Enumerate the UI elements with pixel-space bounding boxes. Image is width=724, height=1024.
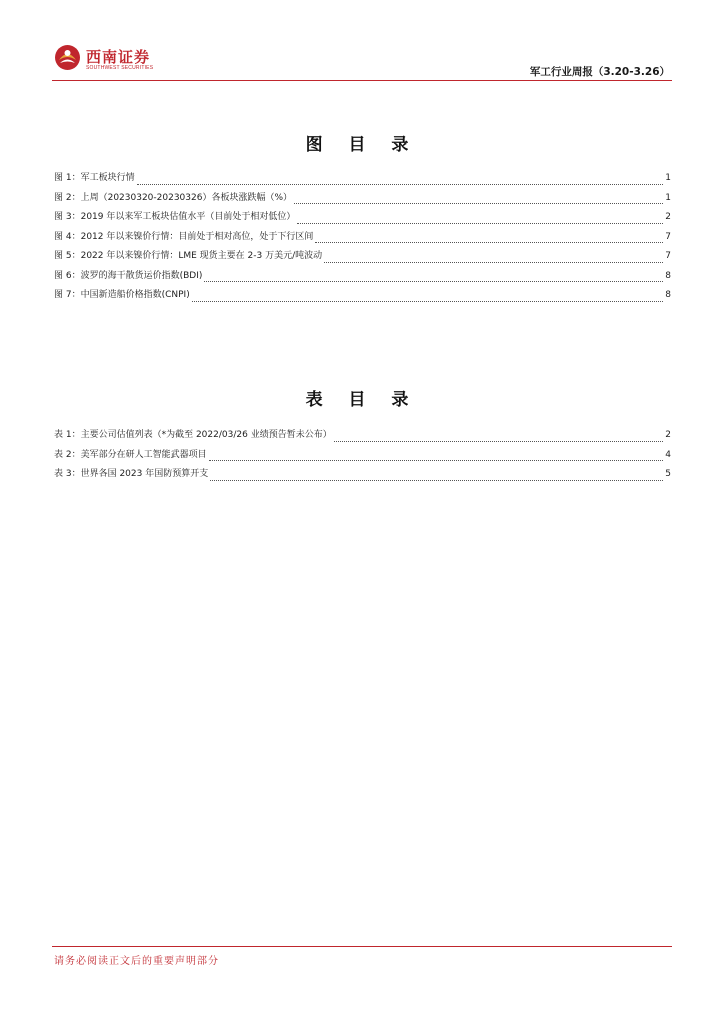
toc-entry-label: 图 6： <box>54 270 81 281</box>
toc-leader-dots <box>294 203 663 204</box>
report-title: 军工行业周报（3.20-3.26） <box>529 66 670 78</box>
toc-entry[interactable] <box>54 248 671 268</box>
toc-entry-label: 图 1： <box>54 173 81 183</box>
toc-entry-text: 2022 年以来镍价行情：LME 现货主要在 2-3 万美元/吨波动 <box>80 251 323 261</box>
toc-entry-page: 7 <box>665 251 671 261</box>
tables-toc-list <box>54 427 671 486</box>
toc-entry-label: 图 3： <box>54 212 81 222</box>
toc-entry-text: 美军部分在研人工智能武器项目 <box>80 449 207 460</box>
footer-disclaimer: 请务必阅读正文后的重要声明部分 <box>54 956 219 967</box>
toc-entry[interactable] <box>54 170 671 190</box>
toc-entry-label: 图 7： <box>54 290 81 300</box>
page-header <box>0 0 724 82</box>
figures-toc-title: 图 目 录 <box>305 135 419 155</box>
toc-entry-label: 表 2： <box>54 449 81 460</box>
toc-entry-label: 表 1： <box>54 430 81 440</box>
toc-entry-label: 图 2： <box>54 192 81 203</box>
toc-entry-page: 5 <box>665 469 671 479</box>
toc-entry-label: 图 4： <box>54 231 81 242</box>
toc-entry-text: 中国新造船价格指数(CNPI) <box>80 290 190 300</box>
company-logo <box>54 44 154 74</box>
toc-entry[interactable] <box>54 466 671 486</box>
toc-entry-page: 8 <box>665 270 671 281</box>
toc-leader-dots <box>315 242 663 243</box>
figures-toc-list <box>54 170 671 307</box>
toc-entry[interactable] <box>54 447 671 467</box>
toc-entry[interactable] <box>54 427 671 447</box>
toc-entry-page: 1 <box>665 192 671 203</box>
footer-divider <box>52 946 672 947</box>
toc-leader-dots <box>324 262 663 263</box>
toc-entry-page: 7 <box>665 231 671 242</box>
toc-entry-text: 上周（20230320-20230326）各板块涨跌幅（%） <box>80 192 293 203</box>
toc-entry-label: 表 3： <box>54 469 81 479</box>
toc-entry-text: 波罗的海干散货运价指数(BDI) <box>80 270 203 281</box>
header-divider <box>52 80 672 81</box>
toc-entry-page: 2 <box>665 430 671 440</box>
toc-entry-text: 主要公司估值列表（*为截至 2022/03/26 业绩预告暂未公布） <box>80 430 332 440</box>
toc-entry-text: 军工板块行情 <box>80 173 135 183</box>
toc-entry-page: 1 <box>665 173 671 183</box>
toc-entry-label: 图 5： <box>54 251 81 261</box>
toc-entry-page: 4 <box>665 449 671 460</box>
toc-entry[interactable] <box>54 209 671 229</box>
toc-entry-page: 2 <box>665 212 671 222</box>
toc-leader-dots <box>204 281 663 282</box>
toc-leader-dots <box>210 480 663 481</box>
toc-entry[interactable] <box>54 229 671 249</box>
toc-entry-page: 8 <box>665 290 671 300</box>
toc-leader-dots <box>137 184 664 185</box>
toc-entry-text: 2012 年以来镍价行情：目前处于相对高位，处于下行区间 <box>80 231 314 242</box>
toc-entry[interactable] <box>54 287 671 307</box>
toc-entry[interactable] <box>54 268 671 288</box>
logo-chinese-name: 西南证券 <box>86 48 151 66</box>
toc-leader-dots <box>192 301 664 302</box>
toc-entry-text: 2019 年以来军工板块估值水平（目前处于相对低位） <box>80 212 296 222</box>
toc-entry-text: 世界各国 2023 年国防预算开支 <box>80 469 209 479</box>
toc-entry[interactable] <box>54 190 671 210</box>
southwest-securities-logo-icon <box>54 44 81 71</box>
tables-toc-title: 表 目 录 <box>305 390 419 410</box>
logo-english-name: SOUTHWEST SECURITIES <box>86 65 154 71</box>
toc-leader-dots <box>334 441 664 442</box>
toc-leader-dots <box>297 223 663 224</box>
toc-leader-dots <box>209 460 664 461</box>
